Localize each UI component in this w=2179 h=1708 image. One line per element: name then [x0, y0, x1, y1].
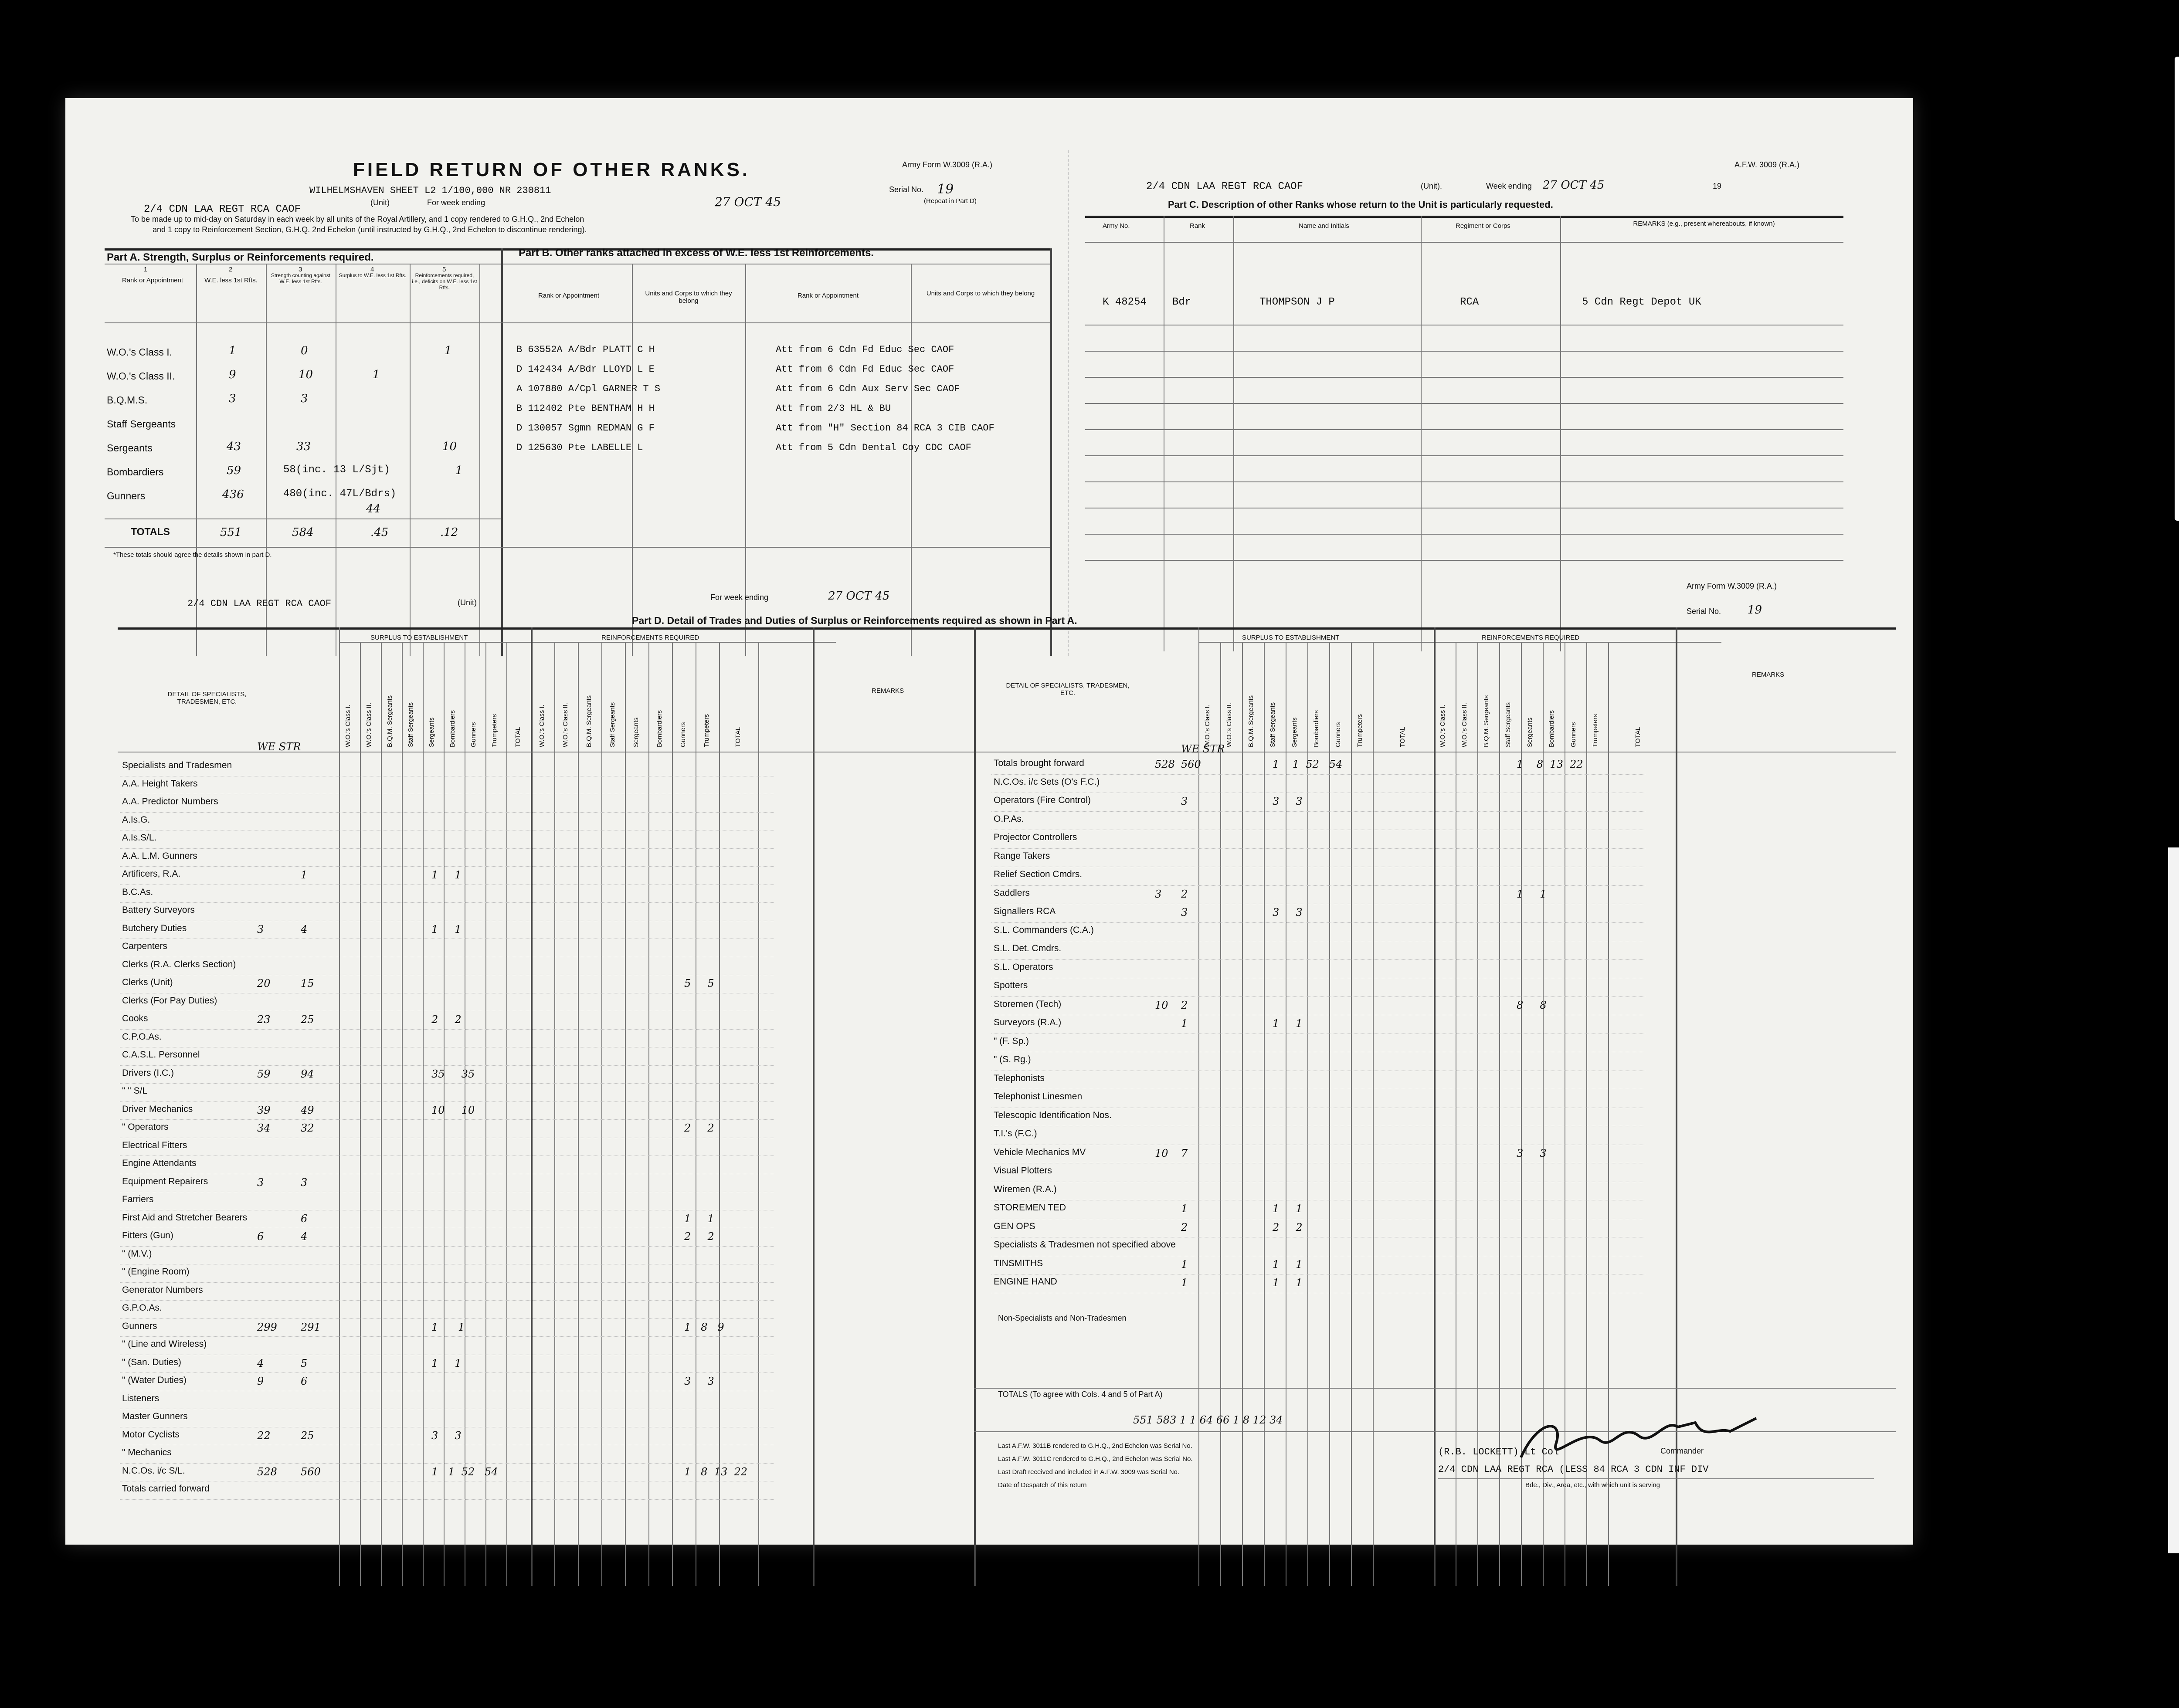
trade-label: A.A. Height Takers [122, 778, 198, 789]
trade-we: 299 [257, 1321, 277, 1333]
part-d-we-str-right: WE STR [1181, 743, 1225, 755]
part-a-col-5: 5 [442, 266, 446, 273]
trade-str: 6 [301, 1212, 308, 1225]
part-d-rank-col: Sergeants [1526, 717, 1534, 747]
trade-label: Engine Attendants [122, 1158, 197, 1168]
trade-we: 528 [1155, 758, 1175, 770]
trade-label: First Aid and Stretcher Bearers [122, 1212, 248, 1223]
trade-label: " (Water Duties) [122, 1375, 187, 1385]
part-a-head-strength: Strength counting against W.E. less 1st Rfts. [271, 272, 331, 285]
trade-surplus: 1 1 [431, 923, 462, 935]
part-d-rank-col: Staff Sergeants [1504, 702, 1512, 747]
trade-label: Gunners [122, 1321, 157, 1331]
part-a-rank: Bombardiers [107, 466, 164, 478]
trade-str: 94 [301, 1068, 314, 1080]
part-c-unit-label: (Unit). [1421, 182, 1442, 190]
part-d-we-str-left: WE STR [257, 741, 301, 753]
part-a-rf: 10 [442, 440, 457, 453]
part-a-head-we: W.E. less 1st Rfts. [204, 277, 258, 284]
part-a-str: 33 [296, 440, 311, 453]
trade-label: A.A. L.M. Gunners [122, 851, 197, 861]
part-d-rank-col: Sergeants [632, 717, 640, 747]
part-d-rank-col: Bombardiers [656, 710, 663, 747]
part-d-rank-col: Staff Sergeants [1269, 702, 1276, 747]
trade-we: 10 [1155, 999, 1168, 1011]
part-c-head-no: Army No. [1103, 222, 1130, 230]
trade-we: 3 [257, 1176, 264, 1189]
trade-label: Specialists & Tradesmen not specified above [994, 1240, 1176, 1250]
part-a-total-we: 551 [220, 526, 242, 539]
part-a-sur: 44 [366, 502, 381, 515]
trade-label: O.P.As. [994, 813, 1024, 824]
trade-we: 528 [257, 1465, 277, 1478]
part-d-rank-col: W.O.'s Class II. [1225, 702, 1233, 747]
trade-label: C.P.O.As. [122, 1031, 162, 1042]
trade-str: 560 [1181, 758, 1201, 770]
part-a-str: 480(inc. 47L/Bdrs) [283, 488, 397, 500]
part-d-rank-col: B.Q.M. Sergeants [386, 695, 394, 747]
part-d-surplus-head-left: SURPLUS TO ESTABLISHMENT [370, 634, 468, 641]
part-b-head-rank-1: Rank or Appointment [538, 292, 600, 299]
footer-line-1: Last A.F.W. 3011B rendered to G.H.Q., 2nd Echelon was Serial No. [998, 1442, 1192, 1450]
trade-str: 6 [301, 1375, 308, 1387]
part-a-total-str: 584 [292, 526, 314, 539]
part-b-rank: D 130057 Sgmn REDMAN G F [516, 423, 655, 434]
part-d-rank-col: Trumpeters [1356, 714, 1364, 747]
trade-str: 2 [1181, 888, 1188, 900]
part-d-rank-col: B.Q.M. Sergeants [1247, 695, 1255, 747]
trade-surplus: 1 1 [431, 869, 462, 881]
part-a-we: 43 [227, 440, 241, 453]
trade-label: Signallers RCA [994, 906, 1056, 916]
trade-label: Drivers (I.C.) [122, 1068, 174, 1078]
part-c-year: 19 [1713, 182, 1722, 190]
part-d-rank-col: B.Q.M. Sergeants [1483, 695, 1490, 747]
part-a-rank: W.O.'s Class I. [107, 346, 173, 358]
trade-surplus: 2 2 [431, 1013, 462, 1026]
part-d-rank-col: W.O.'s Class I. [344, 705, 352, 747]
trade-we: 22 [257, 1429, 271, 1442]
part-a-totals-label: TOTALS [131, 526, 170, 537]
part-a-we: 59 [227, 464, 241, 477]
trade-label: Spotters [994, 980, 1028, 990]
trade-label: GEN OPS [994, 1221, 1035, 1231]
trade-label: " (S. Rg.) [994, 1054, 1031, 1064]
part-c-head-name: Name and Initials [1299, 222, 1349, 230]
trade-reinf: 5 5 [684, 977, 714, 990]
part-d-rank-col: W.O.'s Class II. [562, 702, 569, 747]
part-a-col-1: 1 [144, 266, 148, 273]
part-c-head-rank: Rank [1190, 222, 1205, 230]
part-d-rank-col: Bombardiers [449, 710, 456, 747]
trade-label: A.Is.G. [122, 814, 150, 825]
trade-label: Surveyors (R.A.) [994, 1017, 1062, 1027]
trade-label: Farriers [122, 1194, 154, 1204]
signature-name: (R.B. LOCKETT) Lt Col [1438, 1447, 1559, 1457]
non-specialists-label: Non-Specialists and Non-Tradesmen [998, 1314, 1127, 1322]
trade-label: B.C.As. [122, 887, 153, 897]
trade-str: 32 [301, 1122, 314, 1134]
part-d-rank-col: Bombardiers [1548, 710, 1555, 747]
trade-str: 5 [301, 1357, 308, 1369]
trade-reinf: 1 1 [1517, 888, 1547, 900]
part-d-rank-col: W.O.'s Class I. [1204, 705, 1211, 747]
archive-stamp [2175, 57, 2179, 521]
unit-typed: 2/4 CDN LAA REGT RCA CAOF [144, 203, 301, 215]
part-a-str: 10 [299, 368, 313, 381]
footer-line-2: Last A.F.W. 3011C rendered to G.H.Q., 2nd Echelon was Serial No. [998, 1455, 1193, 1463]
trade-label: C.A.S.L. Personnel [122, 1050, 200, 1060]
trade-label: Vehicle Mechanics MV [994, 1147, 1086, 1157]
trade-label: Motor Cyclists [122, 1429, 180, 1440]
archive-reference-card [2168, 847, 2179, 1553]
trade-label: Telescopic Identification Nos. [994, 1110, 1112, 1120]
trade-label: S.L. Commanders (C.A.) [994, 925, 1094, 935]
trade-label: Clerks (R.A. Clerks Section) [122, 959, 236, 969]
trade-label: A.Is.S/L. [122, 833, 157, 843]
part-d-rank-col: Trumpeters [1592, 714, 1599, 747]
part-d-rank-col: W.O.'s Class II. [1461, 702, 1468, 747]
part-a-we: 1 [229, 344, 236, 357]
trade-label: Projector Controllers [994, 832, 1077, 842]
part-a-str: 3 [301, 392, 308, 405]
part-d-rank-col: Gunners [1570, 722, 1577, 747]
part-a-rank: Gunners [107, 490, 146, 502]
trade-label: Totals brought forward [994, 758, 1084, 768]
trade-label: Equipment Repairers [122, 1176, 208, 1186]
part-d-week-label: For week ending [710, 593, 769, 602]
trade-label: " " S/L [122, 1086, 148, 1096]
unit-label: (Unit) [370, 198, 390, 207]
part-b-unit: Att from "H" Section 84 RCA 3 CIB CAOF [776, 423, 994, 434]
part-d-rank-col: Trumpeters [703, 714, 710, 747]
part-d-surplus-head-right: SURPLUS TO ESTABLISHMENT [1242, 634, 1340, 641]
trade-we: 59 [257, 1068, 271, 1080]
part-d-rank-col: W.O.'s Class II. [365, 702, 373, 747]
trade-label: Clerks (Unit) [122, 977, 173, 987]
part-a-rf: 1 [455, 464, 463, 477]
trade-str: 49 [301, 1104, 314, 1116]
trade-str: 560 [301, 1465, 321, 1478]
part-d-serial-label: Serial No. [1687, 607, 1721, 616]
trade-str: 25 [301, 1013, 314, 1026]
trade-label: Clerks (For Pay Duties) [122, 995, 217, 1006]
trade-we: 9 [257, 1375, 264, 1387]
part-b-head-rank-2: Rank or Appointment [797, 292, 859, 299]
part-a-rf: 1 [445, 344, 452, 357]
part-d-remarks-head-left: REMARKS [872, 687, 904, 695]
trade-reinf: 8 8 [1517, 999, 1547, 1011]
part-d-rank-col: W.O.'s Class I. [1439, 705, 1446, 747]
formation-typed: 2/4 CDN LAA REGT RCA (LESS 84 RCA 3 CDN INF DIV [1438, 1464, 1709, 1475]
week-ending-value: 27 OCT 45 [715, 195, 781, 209]
part-a-rank: W.O.'s Class II. [107, 370, 175, 382]
part-d-reinf-head-left: REINFORCEMENTS REQUIRED [601, 634, 699, 641]
part-d-rank-col: B.Q.M. Sergeants [585, 695, 593, 747]
part-a-we: 3 [229, 392, 236, 405]
part-d-rank-col: W.O.'s Class I. [538, 705, 546, 747]
trade-label: " (Engine Room) [122, 1267, 190, 1277]
part-d-rank-col: TOTAL [1399, 727, 1406, 747]
part-d-army-form: Army Form W.3009 (R.A.) [1687, 582, 1777, 590]
trade-label: Butchery Duties [122, 923, 187, 933]
part-c-week-value: 27 OCT 45 [1543, 179, 1605, 192]
part-d-rank-col: Staff Sergeants [609, 702, 616, 747]
trade-surplus: 2 2 [1273, 1221, 1303, 1234]
trade-label: Cooks [122, 1013, 148, 1023]
part-c-rank: Bdr [1172, 296, 1191, 308]
part-d-rank-col: TOTAL [734, 727, 742, 747]
part-a-head-rank: Rank or Appointment [122, 277, 183, 284]
location-typed: WILHELMSHAVEN SHEET L2 1/100,000 NR 230811 [309, 185, 551, 196]
trade-str: 1 [1181, 1017, 1188, 1030]
part-d-unit-typed: 2/4 CDN LAA REGT RCA CAOF [187, 598, 332, 609]
part-d-serial-value: 19 [1748, 603, 1762, 617]
trade-label: N.C.Os. i/c S/L. [122, 1465, 185, 1476]
instructions-line-2: and 1 copy to Reinforcement Section, G.H.Q. 2nd Echelon (until instructed by G.H.Q., 2nd Echelon to discontinue rendering). [153, 225, 587, 234]
part-d-title: Part D. Detail of Trades and Duties of Surplus or Reinforcements required as shown in Part A. [632, 615, 1077, 626]
formation-caption: Bde., Div., Area, etc., with which unit is serving [1525, 1481, 1660, 1489]
trade-label: Specialists and Tradesmen [122, 760, 232, 770]
trade-label: Visual Plotters [994, 1166, 1052, 1176]
trade-surplus: 1 1 [431, 1321, 465, 1333]
part-b-head-unit-2: Units and Corps to which they belong [926, 290, 1035, 297]
part-d-detail-head-right: DETAIL OF SPECIALISTS, TRADESMEN, ETC. [1006, 682, 1130, 697]
trade-label: S.L. Operators [994, 962, 1053, 972]
trade-surplus: 1 1 [1273, 1017, 1303, 1030]
trade-we: 6 [257, 1230, 264, 1243]
trade-label: Saddlers [994, 888, 1030, 898]
part-a-str: 0 [301, 344, 308, 357]
trade-str: 2 [1181, 1221, 1188, 1234]
part-d-detail-head-left: DETAIL OF SPECIALISTS, TRADESMEN, ETC. [167, 691, 247, 705]
trade-surplus: 3 3 [1273, 906, 1303, 918]
army-form-label-left: Army Form W.3009 (R.A.) [902, 160, 993, 169]
part-a-str: 58(inc. 13 L/Sjt) [283, 464, 390, 476]
trade-str: 1 [1181, 1258, 1188, 1271]
trade-we: 3 [257, 923, 264, 935]
trade-label: Telephonist Linesmen [994, 1091, 1083, 1101]
part-d-rank-col: Gunners [679, 722, 687, 747]
trade-surplus: 1 1 [1273, 1203, 1303, 1215]
footer-line-4: Date of Despatch of this return [998, 1481, 1087, 1489]
part-a-head-surplus: Surplus to W.E. less 1st Rfts. [339, 272, 407, 278]
trade-label: Master Gunners [122, 1411, 188, 1421]
part-d-rank-col: Sergeants [428, 717, 435, 747]
part-c-week-label: Week ending [1486, 182, 1532, 190]
part-a-rank: Staff Sergeants [107, 418, 176, 430]
part-d-reinf-head-right: REINFORCEMENTS REQUIRED [1482, 634, 1580, 641]
trade-we: 23 [257, 1013, 271, 1026]
footer-line-3: Last Draft received and included in A.F.W. 3009 was Serial No. [998, 1468, 1180, 1476]
part-b-unit: Att from 2/3 HL & BU [776, 403, 891, 414]
part-a-title: Part A. Strength, Surplus or Reinforcements required. [107, 251, 374, 263]
part-c-unit-typed: 2/4 CDN LAA REGT RCA CAOF [1146, 181, 1303, 193]
part-d-remarks-head-right: REMARKS [1752, 671, 1785, 678]
trade-str: 3 [301, 1176, 308, 1189]
commander-label: Commander [1660, 1447, 1704, 1455]
trade-label: " (F. Sp.) [994, 1036, 1029, 1046]
trade-reinf: 2 2 [684, 1122, 714, 1134]
part-a-we: 436 [222, 488, 244, 501]
part-a-col-2: 2 [229, 266, 233, 273]
trade-surplus: 3 3 [1273, 795, 1303, 807]
trade-label: S.L. Det. Cmdrs. [994, 943, 1062, 953]
trade-label: Artificers, R.A. [122, 869, 181, 879]
trade-label: Telephonists [994, 1073, 1045, 1083]
trade-label: Storemen (Tech) [994, 999, 1062, 1009]
part-d-rank-col: Bombardiers [1313, 710, 1320, 747]
trade-label: A.A. Predictor Numbers [122, 796, 218, 807]
part-a-footnote: *These totals should agree the details shown in part D. [113, 551, 272, 559]
part-a-sur: 1 [373, 368, 380, 381]
trade-reinf: 2 2 [684, 1230, 714, 1243]
trade-reinf: 1 8 9 [684, 1321, 724, 1333]
trade-str: 1 [1181, 1203, 1188, 1215]
trade-label: " (San. Duties) [122, 1357, 181, 1367]
trade-surplus: 10 10 [431, 1104, 475, 1116]
part-c-head-corps: Regiment or Corps [1456, 222, 1510, 230]
trade-reinf: 3 3 [1517, 1147, 1547, 1159]
part-a-col-3: 3 [299, 266, 302, 273]
part-c-corps: RCA [1460, 296, 1479, 308]
part-d-rank-col: Trumpeters [491, 714, 498, 747]
part-d-rank-col: Gunners [1334, 722, 1342, 747]
trade-label: Wiremen (R.A.) [994, 1184, 1057, 1194]
trade-label: Fitters (Gun) [122, 1230, 173, 1240]
part-d-rank-col: TOTAL [514, 727, 522, 747]
serial-label: Serial No. [889, 185, 924, 194]
trade-label: Listeners [122, 1393, 160, 1403]
trade-we: 4 [257, 1357, 264, 1369]
part-d-totals-label: TOTALS (To agree with Cols. 4 and 5 of Part A) [998, 1390, 1163, 1399]
form-title: FIELD RETURN OF OTHER RANKS. [353, 159, 750, 180]
part-b-title: Part B. Other ranks attached in excess of W.E. less 1st Reinforcements. [519, 247, 874, 259]
part-a-rank: Sergeants [107, 442, 153, 454]
trade-str: 4 [301, 1230, 308, 1243]
trade-we: 39 [257, 1104, 271, 1116]
trade-str: 1 [1181, 1277, 1188, 1289]
trade-label: TINSMITHS [994, 1258, 1043, 1268]
trade-label: " Operators [122, 1122, 169, 1132]
trade-str: 3 [1181, 795, 1188, 807]
trade-surplus: 1 1 52 54 [431, 1465, 498, 1478]
trade-reinf: 1 1 [684, 1212, 714, 1225]
part-b-rank: B 63552A A/Bdr PLATT C H [516, 344, 655, 355]
trade-str: 7 [1181, 1147, 1188, 1159]
trade-surplus: 3 3 [431, 1429, 462, 1442]
trade-label: ENGINE HAND [994, 1277, 1057, 1287]
trade-label: Battery Surveyors [122, 905, 195, 915]
trade-str: 25 [301, 1429, 314, 1442]
part-d-rank-col: TOTAL [1634, 727, 1642, 747]
trade-label: Generator Numbers [122, 1284, 203, 1295]
trade-surplus: 1 1 52 54 [1273, 758, 1343, 770]
army-form-label-right: A.F.W. 3009 (R.A.) [1734, 160, 1800, 169]
trade-surplus: 35 35 [431, 1068, 475, 1080]
part-b-unit: Att from 6 Cdn Fd Educ Sec CAOF [776, 364, 954, 375]
part-c-head-remarks: REMARKS (e.g., present whereabouts, if known) [1633, 220, 1775, 227]
part-a-total-rf: .12 [440, 526, 458, 539]
trade-str: 3 [1181, 906, 1188, 918]
part-d-totals-values: 551 583 1 1 64 66 1 8 12 34 [1133, 1414, 1283, 1426]
trade-label: N.C.Os. i/c Sets (O's F.C.) [994, 776, 1100, 787]
trade-label: Range Takers [994, 851, 1050, 861]
trade-label: T.I.'s (F.C.) [994, 1128, 1037, 1139]
part-a-rank: B.Q.M.S. [107, 394, 148, 406]
trade-label: STOREMEN TED [994, 1203, 1066, 1213]
part-b-head-unit-1: Units and Corps to which they belong [645, 290, 732, 305]
part-d-rank-col: Gunners [470, 722, 477, 747]
part-a-we: 9 [229, 368, 236, 381]
trade-we: 10 [1155, 1147, 1168, 1159]
trade-we: 20 [257, 977, 271, 990]
instructions-line-1: To be made up to mid-day on Saturday in each week by all units of the Royal Artillery, and 1 copy rendered to G.H.Q., 2nd Echelon [131, 215, 584, 224]
trade-str: 2 [1181, 999, 1188, 1011]
trade-str: 291 [301, 1321, 321, 1333]
part-b-unit: Att from 6 Cdn Aux Serv Sec CAOF [776, 383, 960, 394]
week-ending-label: For week ending [427, 198, 485, 207]
trade-label: Driver Mechanics [122, 1104, 193, 1114]
trade-label: Totals carried forward [122, 1484, 210, 1494]
trade-we: 34 [257, 1122, 271, 1134]
trade-label: Carpenters [122, 941, 167, 951]
commander-signature [1512, 1410, 1774, 1475]
part-c-title: Part C. Description of other Ranks whose return to the Unit is particularly requested. [1168, 199, 1553, 210]
serial-value: 19 [937, 182, 954, 197]
trade-label: Operators (Fire Control) [994, 795, 1091, 805]
repeat-note: (Repeat in Part D) [924, 197, 977, 205]
part-d-rank-col: Sergeants [1291, 717, 1298, 747]
part-d-rank-col: Staff Sergeants [407, 702, 414, 747]
trade-label: " Mechanics [122, 1447, 172, 1457]
part-d-unit-label: (Unit) [458, 598, 477, 607]
trade-str: 4 [301, 923, 308, 935]
trade-label: " (Line and Wireless) [122, 1339, 207, 1349]
trade-surplus: 1 1 [1273, 1258, 1303, 1271]
trade-reinf: 1 8 13 22 [1517, 758, 1583, 770]
trade-surplus: 1 1 [1273, 1277, 1303, 1289]
trade-label: " (M.V.) [122, 1248, 152, 1259]
part-a-total-sur: .45 [370, 526, 389, 539]
part-d-week-value: 27 OCT 45 [828, 590, 890, 603]
part-b-rank: D 125630 Pte LABELLE L [516, 442, 643, 453]
trade-str: 1 [301, 869, 308, 881]
trade-reinf: 1 8 13 22 [684, 1465, 748, 1478]
return-form-sheet [65, 98, 1913, 1545]
part-c-remarks: 5 Cdn Regt Depot UK [1582, 296, 1701, 308]
part-b-unit: Att from 6 Cdn Fd Educ Sec CAOF [776, 344, 954, 355]
part-c-name: THOMPSON J P [1259, 296, 1335, 308]
trade-surplus: 1 1 [431, 1357, 462, 1369]
part-a-col-4: 4 [370, 266, 374, 273]
trade-label: Electrical Fitters [122, 1140, 187, 1150]
trade-reinf: 3 3 [684, 1375, 714, 1387]
part-b-rank: D 142434 A/Bdr LLOYD L E [516, 364, 655, 375]
part-b-rank: B 112402 Pte BENTHAM H H [516, 403, 655, 414]
part-b-rank: A 107880 A/Cpl GARNER T S [516, 383, 661, 394]
part-b-unit: Att from 5 Cdn Dental Coy CDC CAOF [776, 442, 971, 453]
part-a-head-reinf: Reinforcements required, i.e., deficits on W.E. less 1st Rfts. [412, 272, 477, 291]
trade-label: Relief Section Cmdrs. [994, 869, 1083, 879]
trade-str: 15 [301, 977, 314, 990]
trade-we: 3 [1155, 888, 1162, 900]
part-c-army-no: K 48254 [1103, 296, 1147, 308]
trade-label: G.P.O.As. [122, 1303, 162, 1313]
